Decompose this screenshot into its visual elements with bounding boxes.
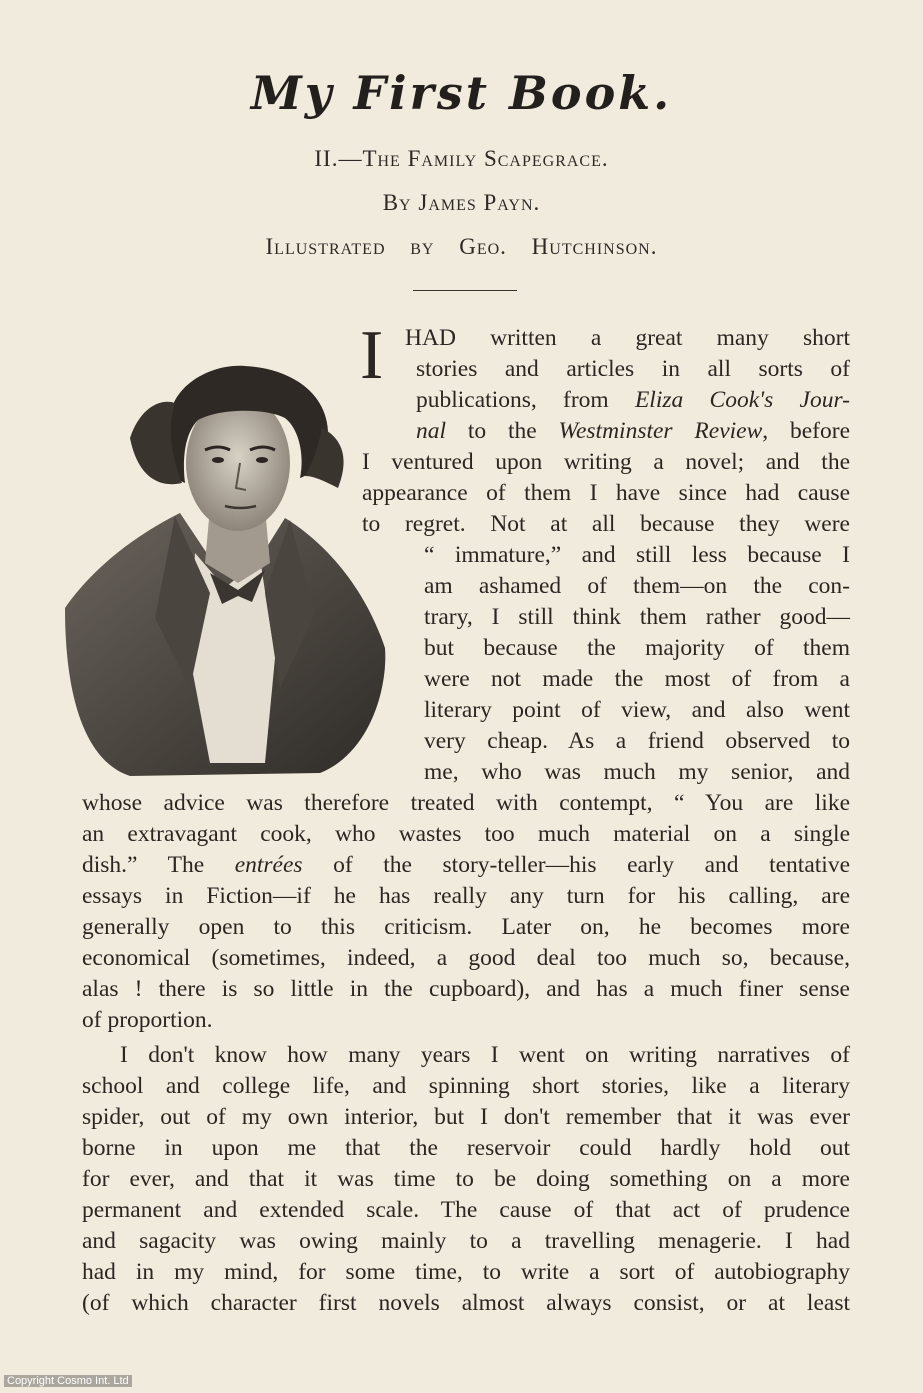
text-line: am ashamed of them—on the con- xyxy=(424,573,850,599)
text-line: publications, from Eliza Cook's Jour- xyxy=(416,387,850,413)
text-line: whose advice was therefore treated with contempt, “ You are like xyxy=(82,790,850,816)
text-line: economical (sometimes, indeed, a good deal too much so, because, xyxy=(82,945,850,971)
title-divider xyxy=(413,290,517,291)
text-line: and sagacity was owing mainly to a travelling menagerie. I had xyxy=(82,1228,850,1254)
text-line: stories and articles in all sorts of xyxy=(416,356,850,382)
text-line: borne in upon me that the reservoir could hardly hold out xyxy=(82,1135,850,1161)
text-line: alas ! there is so little in the cupboard), and has a much finer sense xyxy=(82,976,850,1002)
text-line: school and college life, and spinning short stories, like a literary xyxy=(82,1073,850,1099)
text-line: permanent and extended scale. The cause of that act of prudence xyxy=(82,1197,850,1223)
text-line: essays in Fiction—if he has really any turn for his calling, are xyxy=(82,883,850,909)
copyright-notice: Copyright Cosmo Int. Ltd xyxy=(4,1375,132,1387)
article-title: My First Book. xyxy=(250,66,673,120)
text-line: literary point of view, and also went xyxy=(424,697,850,723)
text-line: generally open to this criticism. Later on, he becomes more xyxy=(82,914,850,940)
text-line: spider, out of my own interior, but I don't remember that it was ever xyxy=(82,1104,850,1130)
portrait-engraving xyxy=(60,358,390,778)
article-subtitle: II.—The Family Scapegrace. xyxy=(314,146,609,171)
text-line: of proportion. xyxy=(82,1007,213,1033)
text-line: me, who was much my senior, and xyxy=(424,759,850,785)
text-line: but because the majority of them xyxy=(424,635,850,661)
text-line: very cheap. As a friend observed to xyxy=(424,728,850,754)
text-line: (of which character first novels almost always consist, or at least xyxy=(82,1290,850,1316)
article-illustrator: Illustrated by Geo. Hutchinson. xyxy=(265,234,658,259)
text-line: nal to the Westminster Review, before xyxy=(416,418,850,444)
text-line: had in my mind, for some time, to write a sort of autobiography xyxy=(82,1259,850,1285)
article-author: By James Payn. xyxy=(382,190,541,215)
text-line: to regret. Not at all because they were xyxy=(362,511,850,537)
text-line: for ever, and that it was time to be doing something on a more xyxy=(82,1166,850,1192)
text-line: I don't know how many years I went on writing narratives of xyxy=(120,1042,850,1068)
text-line: I ventured upon writing a novel; and the xyxy=(362,449,850,475)
drop-cap: I xyxy=(360,317,384,394)
text-line: dish.” The entrées of the story-teller—his early and tentative xyxy=(82,852,850,878)
text-line: HAD written a great many short xyxy=(405,325,850,351)
text-line: were not made the most of from a xyxy=(424,666,850,692)
text-line: an extravagant cook, who wastes too much material on a single xyxy=(82,821,850,847)
text-line: appearance of them I have since had cause xyxy=(362,480,850,506)
text-line: “ immature,” and still less because I xyxy=(424,542,850,568)
text-line: trary, I still think them rather good— xyxy=(424,604,850,630)
